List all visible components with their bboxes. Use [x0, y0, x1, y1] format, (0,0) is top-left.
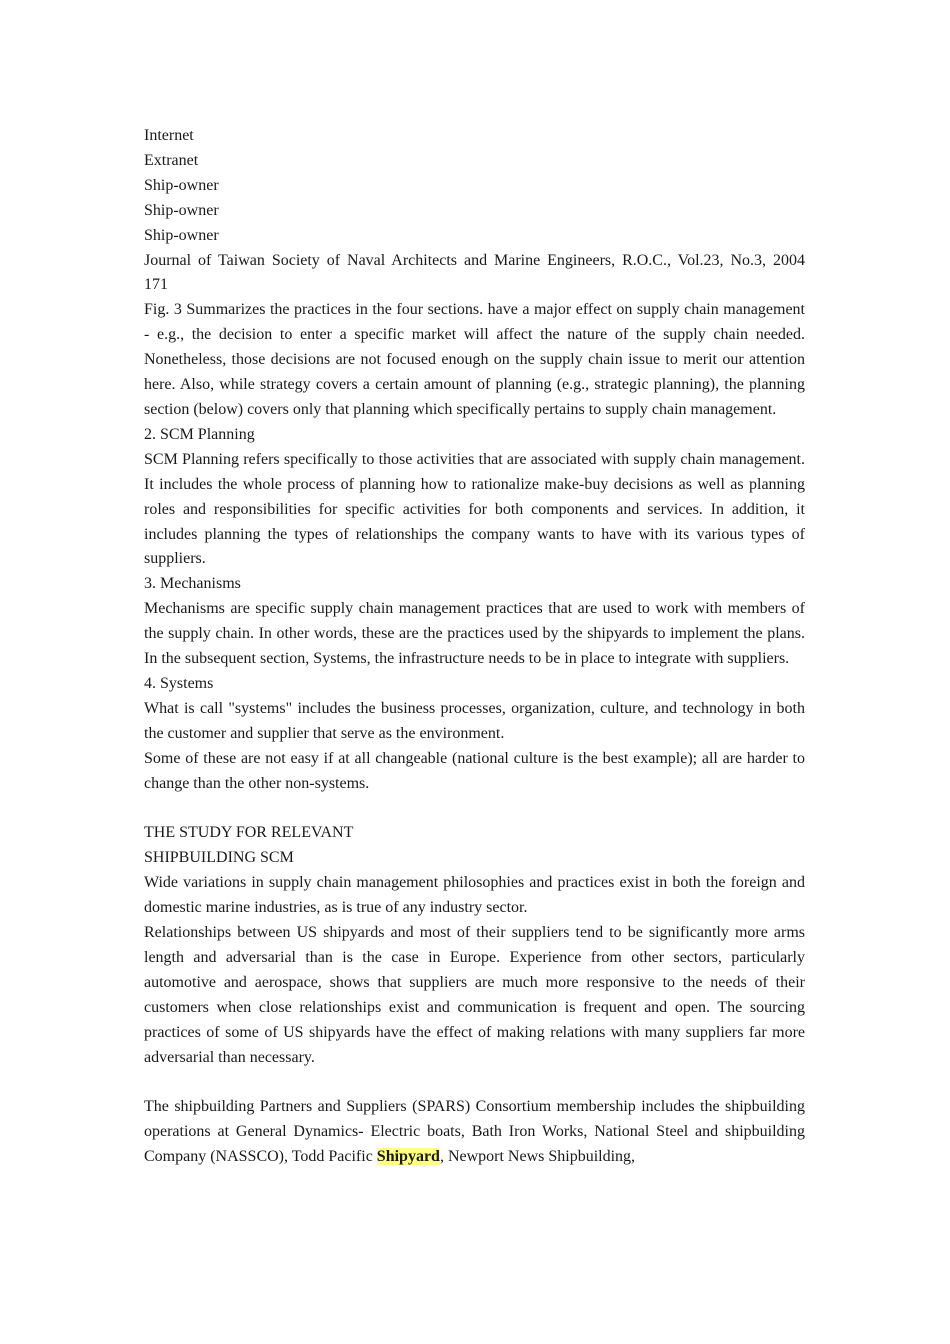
paragraph-spars	[144, 1095, 805, 1170]
heading-scm-planning: 2. SCM Planning	[144, 425, 255, 443]
blank-line	[144, 1070, 805, 1095]
paragraph-fig3-summary: Fig. 3 Summarizes the practices in the four sections. have a major effect on supply chain management - e.g., the decision to enter a specific market will affect the nature of the supply chain needed. Nonetheless, those decisions are not focused enough on the supply chain issue to merit our attention here. Also, while strategy covers a certain amount of planning (e.g., strategic planning), the planning section (below) covers only that planning which specifically pertains to supply chain management.	[144, 301, 805, 418]
spars-text-before: The shipbuilding Partners and Suppliers (SPARS) Consortium membership includes the shipbuilding operations at General Dynamics- Electric boats, Bath Iron Works, National Steel and shipbuilding Company (NASSCO), Todd Pacific	[144, 1098, 805, 1166]
text-line-extranet: Extranet	[144, 151, 199, 169]
paragraph-wide-variations: Wide variations in supply chain management philosophies and practices exist in both the foreign and domestic marine industries, as is true of any industry sector.	[144, 874, 805, 917]
document-page	[144, 124, 805, 1170]
text-line-ship-owner-3: Ship-owner	[144, 226, 219, 244]
paragraph-scm-planning: SCM Planning refers specifically to those activities that are associated with supply chain management. It includes the whole process of planning how to rationalize make-buy decisions as well as planning roles and responsibilities for specific activities for both components and services. In addition, it includes planning the types of relationships the company wants to have with its various types of suppliers.	[144, 450, 805, 568]
heading-study-relevant: THE STUDY FOR RELEVANT	[144, 824, 354, 842]
spars-text-after: , Newport News Shipbuilding,	[439, 1148, 636, 1166]
heading-mechanisms: 3. Mechanisms	[144, 575, 241, 593]
highlighted-search-term: Shipyard	[376, 1148, 440, 1166]
blank-line	[144, 796, 805, 821]
paragraph-systems-1: What is call "systems" includes the business processes, organization, culture, and technology in both the customer and supplier that serve as the environment.	[144, 699, 805, 742]
paragraph-systems-2: Some of these are not easy if at all changeable (national culture is the best example); all are harder to change than the other non-systems.	[144, 749, 805, 792]
text-line-ship-owner-1: Ship-owner	[144, 176, 219, 194]
journal-header: Journal of Taiwan Society of Naval Architects and Marine Engineers, R.O.C., Vol.23, No.3, 2004	[144, 251, 805, 269]
heading-shipbuilding-scm: SHIPBUILDING SCM	[144, 849, 294, 867]
heading-systems: 4. Systems	[144, 674, 214, 692]
text-line-ship-owner-2: Ship-owner	[144, 201, 219, 219]
page-number: 171	[144, 276, 168, 294]
paragraph-mechanisms: Mechanisms are specific supply chain management practices that are used to work with members of the supply chain. In other words, these are the practices used by the shipyards to implement the plans. In the subsequent section, Systems, the infrastructure needs to be in place to integrate with suppliers.	[144, 600, 805, 668]
text-line-internet: Internet	[144, 127, 194, 144]
paragraph-relationships: Relationships between US shipyards and most of their suppliers tend to be significantly more arms length and adversarial than is the case in Europe. Experience from other sectors, particularly automotive and aerospace, shows that suppliers are much more responsive to the needs of their customers when close relationships exist and communication is frequent and open. The sourcing practices of some of US shipyards have the effect of making relations with many suppliers far more adversarial than necessary.	[144, 923, 805, 1066]
